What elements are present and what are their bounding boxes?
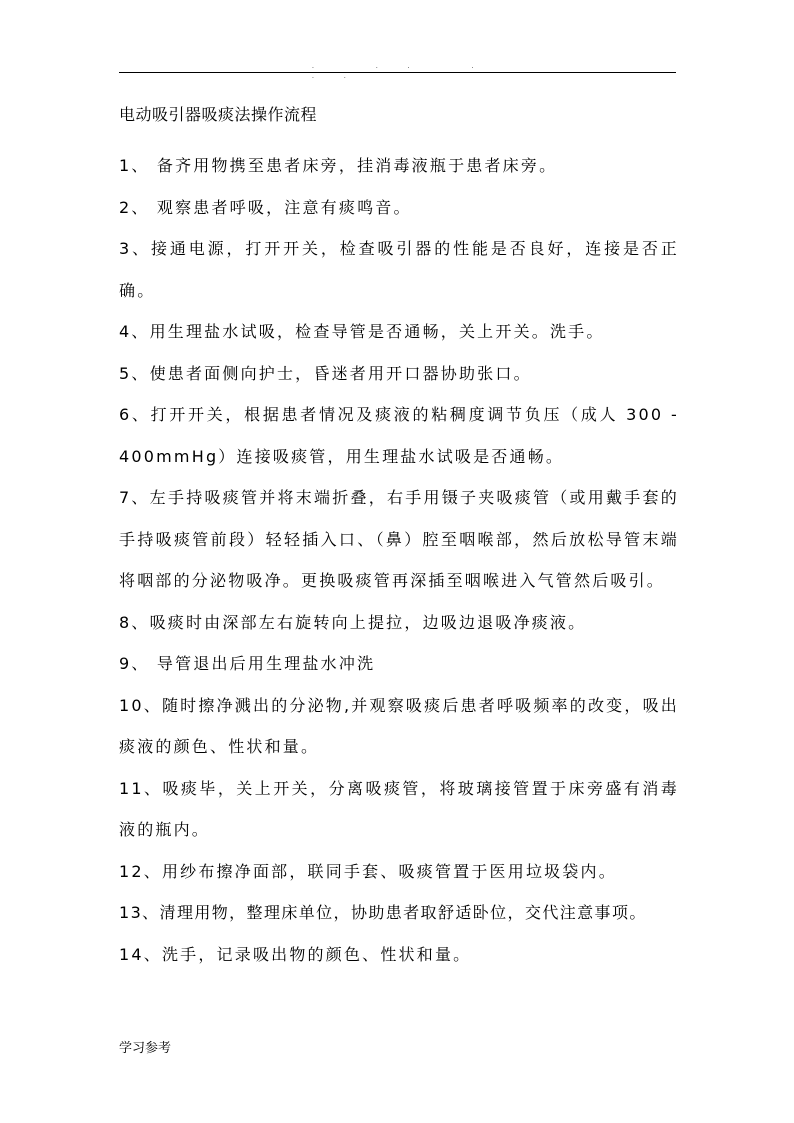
step-6: 6、打开开关，根据患者情况及痰液的粘稠度调节负压（成人 300 - 400mmHg）连接吸痰管，用生理盐水试吸是否通畅。: [119, 405, 679, 466]
step-2: 2、 观察患者呼吸，注意有痰鸣音。: [119, 197, 412, 217]
step-9: 9、 导管退出后用生理盐水冲洗: [119, 654, 376, 673]
step-4: 4、用生理盐水试吸，检查导管是否通畅，关上开关。洗手。: [119, 322, 605, 341]
header-dots: . .. . ..: [312, 63, 504, 80]
step-12: 12、用纱布擦净面部，联同手套、吸痰管置于医用垃圾袋内。: [119, 861, 617, 881]
step-10: 10、随时擦净溅出的分泌物,并观察吸痰后患者呼吸频率的改变，吸出痰液的颜色、性状和量。: [119, 695, 679, 756]
step-11: 11、吸痰毕，关上开关，分离吸痰管，将玻璃接管置于床旁盛有消毒液的瓶内。: [119, 778, 679, 839]
footer-label: 学习参考: [119, 1041, 172, 1056]
step-7: 7、左手持吸痰管并将末端折叠，右手用镊子夹吸痰管（或用戴手套的手持吸痰管前段）轻轻插入口、（鼻）腔至咽喉部，然后放松导管末端将咽部的分泌物吸净。更换吸痰管再深插至咽喉进入气管然后吸引。: [119, 488, 679, 590]
document-body: [119, 101, 679, 975]
step-5: 5、使患者面侧向护士，昏迷者用开口器协助张口。: [119, 363, 532, 383]
step-13: 13、清理用物，整理床单位，协助患者取舒适卧位，交代注意事项。: [119, 903, 647, 922]
step-14: 14、洗手，记录吸出物的颜色、性状和量。: [119, 944, 472, 964]
step-3: 3、接通电源，打开开关，检查吸引器的性能是否良好，连接是否正确。: [119, 239, 679, 300]
step-1: 1、 备齐用物携至患者床旁，挂消毒液瓶于患者床旁。: [119, 156, 558, 175]
document-title: 电动吸引器吸痰法操作流程: [119, 105, 318, 124]
step-8: 8、吸痰时由深部左右旋转向上提拉，边吸边退吸净痰液。: [119, 612, 587, 632]
header-rule: [119, 72, 676, 73]
